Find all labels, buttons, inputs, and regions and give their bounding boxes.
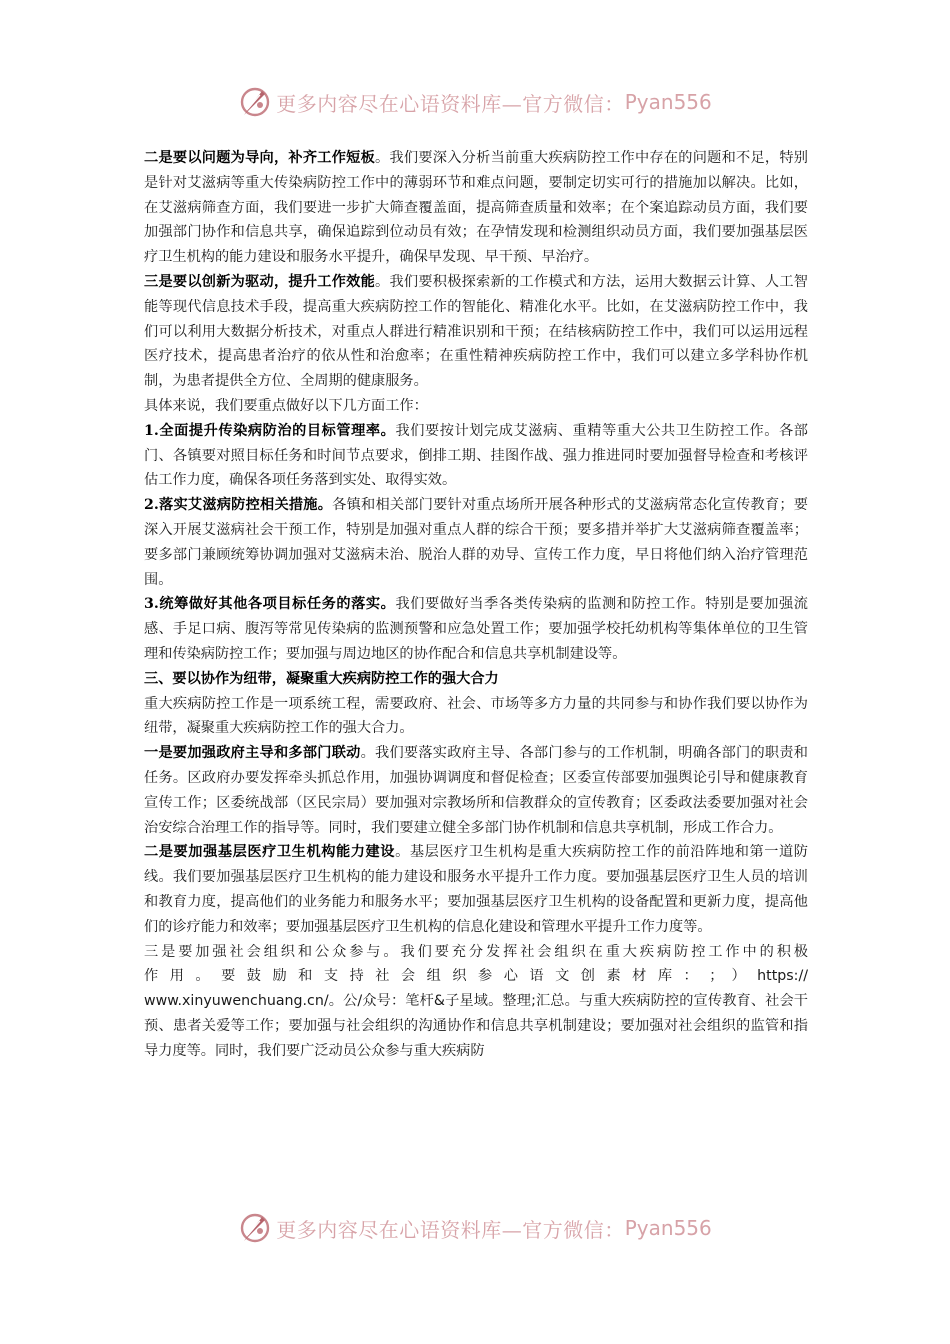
paragraph-10-line-2: 作 用 。 要 鼓 励 和 支 持 社 会 组 织 参 心 语 文 创 素 材 库 ： ； ） https:// — [144, 968, 808, 985]
paragraph-10-line-1: 三是要加强社会组织和公众参与。我们要充分发挥社会组织在重大疾病防控工作中的积极 — [144, 943, 808, 960]
header-watermark-handle: Pyan556 — [624, 90, 712, 114]
footer-watermark-text: 更多内容尽在心语资料库—官方微信： — [276, 1217, 625, 1242]
paragraph-3 — [144, 394, 808, 419]
paragraph-text: 我们要按计划完成艾滋病、重精等重大公共卫生防控工作。各部门、各镇要对照目标任务和时间节点要求，倒排工期、挂图作战、强力推进同时要加强督导检查和考核评估工作力度，确保各项任务落到实处、取得实效。 — [144, 422, 808, 489]
quill-logo-icon — [238, 1211, 272, 1245]
paragraph-4 — [144, 419, 808, 493]
paragraph-heading: 2.落实艾滋病防控相关措施。 — [144, 497, 333, 514]
footer-watermark-handle: Pyan556 — [624, 1216, 712, 1240]
paragraph-heading: 1.全面提升传染病防治的目标管理率。 — [144, 422, 396, 439]
paragraph-text: 各镇和相关部门要针对重点场所开展各种形式的艾滋病常态化宣传教育；要深入开展艾滋病社会干预工作，特别是加强对重点人群的综合干预；要多措并举扩大艾滋病筛查覆盖率；要多部门兼顾统筹协调加强对艾滋病未治、脱治人群的劝导、宣传工作力度，早日将他们纳入治疗管理范围。 — [144, 497, 808, 588]
paragraph-text: 我们要做好当季各类传染病的监测和防控工作。特别是要加强流感、手足口病、腹泻等常见传染病的监测预警和应急处置工作；要加强学校托幼机构等集体单位的卫生管理和传染病防控工作；要加强与周边地区的协作配合和信息共享机制建设等。 — [144, 596, 808, 662]
paragraph-text: 。基层医疗卫生机构是重大疾病防控工作的前沿阵地和第一道防线。我们要加强基层医疗卫生机构的能力建设和服务水平提升工作力度。要加强基层医疗卫生人员的培训和教育力度，提高他们的业务能力和服务水平；要加强基层医疗卫生机构的设备配置和更新力度，提高他们的诊疗能力和效率；要加强基层医疗卫生机构的信息化建设和管理水平提升工作力度等。 — [144, 844, 808, 935]
paragraph-text: 具体来说，我们要重点做好以下几方面工作： — [144, 397, 428, 414]
paragraph-6 — [144, 592, 808, 666]
document-body — [144, 146, 808, 1063]
paragraph-heading: 二是要加强基层医疗卫生机构能力建设 — [144, 844, 396, 861]
header-watermark — [0, 82, 950, 122]
footer-watermark — [0, 1208, 950, 1248]
paragraph-text: 重大疾病防控工作是一项系统工程，需要政府、社会、市场等多方力量的共同参与和协作我们要以协作为纽带，凝聚重大疾病防控工作的强大合力。 — [144, 695, 808, 737]
paragraph-5 — [144, 493, 808, 592]
quill-logo-icon — [238, 85, 272, 119]
paragraph-heading: 三是要以创新为驱动，提升工作效能 — [144, 273, 376, 290]
paragraph-9 — [144, 840, 808, 939]
paragraph-heading: 3.统筹做好其他各项目标任务的落实。 — [144, 596, 396, 613]
paragraph-10-rest: www.xinyuwenchuang.cn/。公/众号：笔杆&子星域。整理;汇总。与重大疾病防控的宣传教育、社会干预、患者关爱等工作；要加强与社会组织的沟通协作和信息共享机制建设；要加强对社会组织的监管和指导力度等。同时，我们要广泛动员公众参与重大疾病防 — [144, 993, 808, 1059]
paragraph-text: 。我们要深入分析当前重大疾病防控工作中存在的问题和不足，特别是针对艾滋病等重大传染病防控工作中的薄弱环节和难点问题，要制定切实可行的措施加以解决。比如，在艾滋病筛查方面，我们要进一步扩大筛查覆盖面，提高筛查质量和效率；在个案追踪动员方面，我们要加强部门协作和信息共享，确保追踪到位动员有效；在孕情发现和检测组织动员方面，我们要加强基层医疗卫生机构的能力建设和服务水平提升，确保早发现、早干预、早治疗。 — [144, 150, 808, 266]
paragraph-heading: 一是要加强政府主导和多部门联动 — [144, 745, 361, 762]
paragraph-8 — [144, 741, 808, 840]
paragraph-text: 。我们要落实政府主导、各部门参与的工作机制，明确各部门的职责和任务。区政府办要发挥牵头抓总作用，加强协调调度和督促检查；区委宣传部要加强舆论引导和健康教育宣传工作；区委统战部（区民宗局）要加强对宗教场所和信教群众的宣传教育；区委政法委要加强对社会治安综合治理工作的指导等。同时，我们要建立健全多部门协作机制和信息共享机制，形成工作合力。 — [144, 745, 808, 836]
section-heading-text: 三、要以协作为纽带，凝聚重大疾病防控工作的强大合力 — [144, 670, 499, 687]
section-heading — [144, 667, 808, 692]
paragraph-text: 。我们要积极探索新的工作模式和方法，运用大数据云计算、人工智能等现代信息技术手段，提高重大疾病防控工作的智能化、精准化水平。比如，在艾滋病防控工作中，我们可以利用大数据分析技术，对重点人群进行精准识别和干预；在结核病防控工作中，我们可以运用远程医疗技术，提高患者治疗的依从性和治愈率；在重性精神疾病防控工作中，我们可以建立多学科协作机制，为患者提供全方位、全周期的健康服务。 — [144, 273, 808, 390]
paragraph-7 — [144, 692, 808, 742]
paragraph-heading: 二是要以问题为导向，补齐工作短板 — [144, 150, 376, 166]
paragraph-1 — [144, 146, 808, 270]
paragraph-2 — [144, 270, 808, 394]
header-watermark-text: 更多内容尽在心语资料库—官方微信： — [276, 91, 625, 116]
